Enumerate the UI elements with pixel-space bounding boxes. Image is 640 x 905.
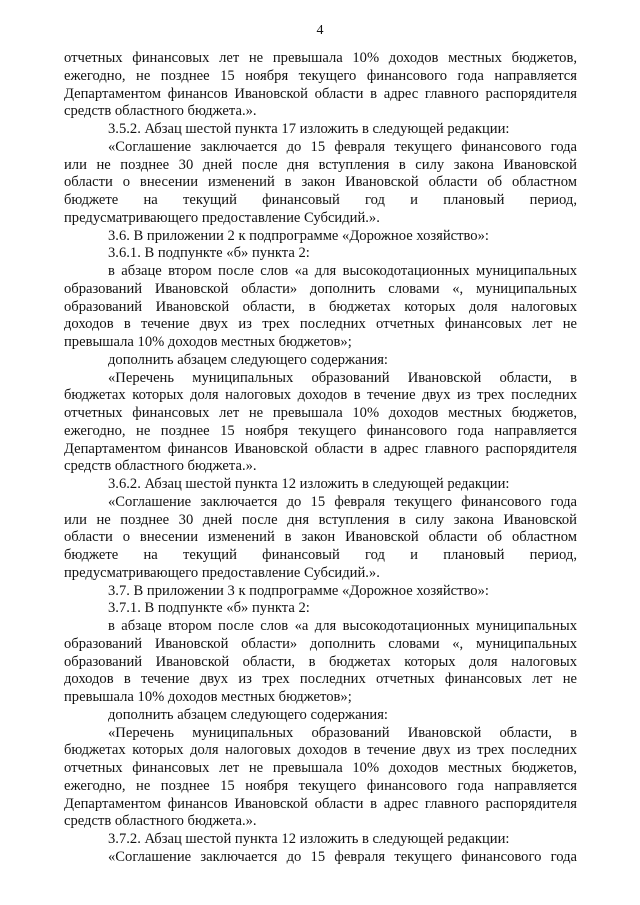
- text-line: превышала 10% доходов местных бюджетов»;: [64, 334, 352, 350]
- text-line: «Перечень муниципальных образований Ивановской области, в: [108, 369, 577, 386]
- text-line: «Перечень муниципальных образований Ивановской области, в: [108, 724, 577, 741]
- text-line: бюджетах которых доля налоговых доходов в течение двух из трех последних: [64, 387, 577, 404]
- text-line: образований Ивановской области, в бюджетах которых доля налоговых: [64, 653, 577, 670]
- text-line: образований Ивановской области» дополнить словами «, муниципальных: [64, 280, 577, 297]
- text-line: в абзаце втором после слов «а для высокодотационных муниципальных: [108, 618, 577, 634]
- text-line: отчетных финансовых лет не превышала 10% доходов местных бюджетов,: [64, 760, 577, 776]
- text-line: 3.7.1. В подпункте «б» пункта 2:: [108, 600, 310, 617]
- text-line: образований Ивановской области» дополнить словами «, муниципальных: [64, 635, 577, 652]
- text-line: в абзаце втором после слов «а для высокодотационных муниципальных: [108, 263, 577, 279]
- text-line: отчетных финансовых лет не превышала 10% доходов местных бюджетов,: [64, 50, 577, 66]
- text-line: средств областного бюджета.».: [64, 458, 257, 475]
- text-line: 3.6.1. В подпункте «б» пункта 2:: [108, 245, 310, 262]
- text-line: превышала 10% доходов местных бюджетов»;: [64, 689, 352, 705]
- text-line: дополнить абзацем следующего содержания:: [108, 351, 388, 368]
- text-line: 3.6.2. Абзац шестой пункта 12 изложить в следующей редакции:: [108, 476, 510, 492]
- text-line: предусматривающего предоставление Субсидий.».: [64, 209, 380, 226]
- text-line: бюджете на текущий финансовый год и плановый период,: [64, 547, 577, 563]
- text-line: ежегодно, не позднее 15 ноября текущего финансового года направляется: [64, 777, 577, 794]
- text-line: бюджете на текущий финансовый год и плановый период,: [64, 192, 577, 208]
- text-line: 3.5.2. Абзац шестой пункта 17 изложить в следующей редакции:: [108, 121, 510, 137]
- text-line: области о внесении изменений в закон Ивановской области об областном: [64, 174, 577, 191]
- text-line: «Соглашение заключается до 15 февраля текущего финансового года: [108, 848, 577, 865]
- text-line: отчетных финансовых лет не превышала 10% доходов местных бюджетов,: [64, 405, 577, 421]
- text-line: ежегодно, не позднее 15 ноября текущего финансового года направляется: [64, 67, 577, 84]
- text-line: доходов в течение двух из трех последних отчетных финансовых лет не: [64, 316, 577, 333]
- text-line: ежегодно, не позднее 15 ноября текущего финансового года направляется: [64, 422, 577, 439]
- text-line: области о внесении изменений в закон Ивановской области об областном: [64, 529, 577, 546]
- text-line: предусматривающего предоставление Субсидий.».: [64, 564, 380, 581]
- text-line: дополнить абзацем следующего содержания:: [108, 706, 388, 723]
- text-line: 3.6. В приложении 2 к подпрограмме «Дорожное хозяйство»:: [108, 227, 489, 244]
- text-line: «Соглашение заключается до 15 февраля текущего финансового года: [108, 493, 577, 510]
- text-line: или не позднее 30 дней после дня вступления в силу закона Ивановской: [64, 511, 577, 528]
- document-body: [64, 50, 577, 867]
- text-line: Департаментом финансов Ивановской области в адрес главного распорядителя: [64, 85, 577, 102]
- text-line: или не позднее 30 дней после дня вступления в силу закона Ивановской: [64, 156, 577, 173]
- text-line: средств областного бюджета.».: [64, 813, 257, 830]
- text-line: 3.7. В приложении 3 к подпрограмме «Дорожное хозяйство»:: [108, 582, 489, 599]
- text-line: доходов в течение двух из трех последних отчетных финансовых лет не: [64, 671, 577, 688]
- page-number: 4: [316, 23, 324, 38]
- text-line: образований Ивановской области, в бюджетах которых доля налоговых: [64, 298, 577, 315]
- text-line: 3.7.2. Абзац шестой пункта 12 изложить в следующей редакции:: [108, 831, 510, 847]
- text-line: «Соглашение заключается до 15 февраля текущего финансового года: [108, 138, 577, 155]
- text-line: средств областного бюджета.».: [64, 103, 257, 120]
- text-line: бюджетах которых доля налоговых доходов в течение двух из трех последних: [64, 742, 577, 759]
- text-line: Департаментом финансов Ивановской области в адрес главного распорядителя: [64, 795, 577, 812]
- text-line: Департаментом финансов Ивановской области в адрес главного распорядителя: [64, 440, 577, 457]
